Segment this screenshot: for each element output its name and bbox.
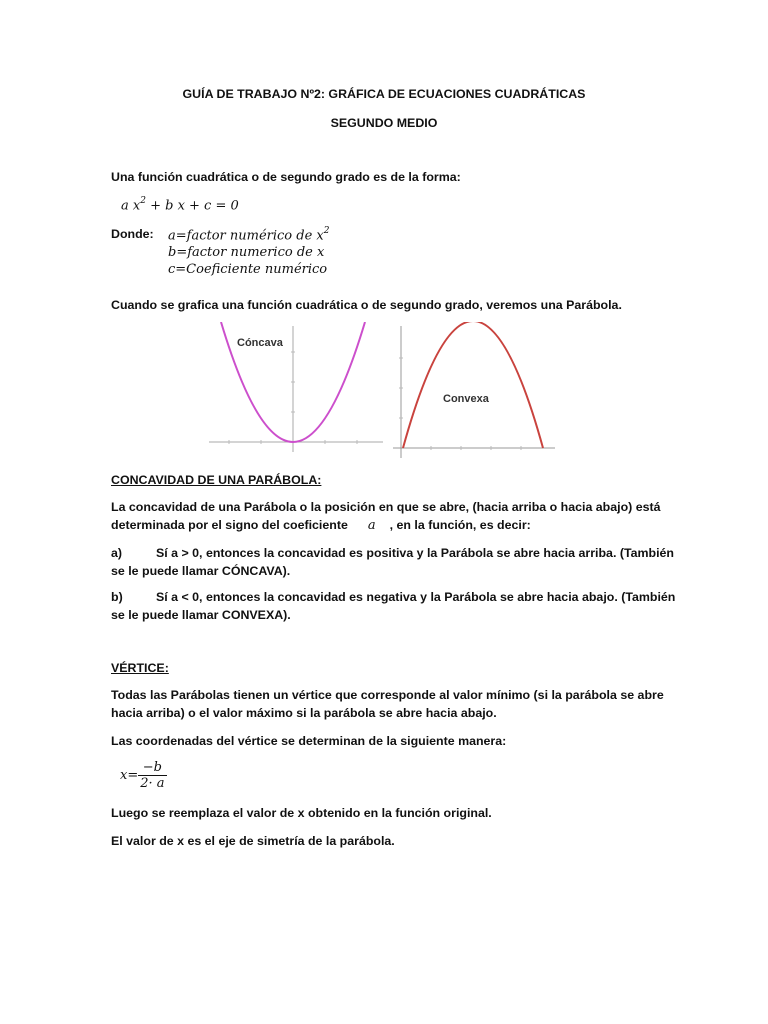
concavity-heading: CONCAVIDAD DE UNA PARÁBOLA:	[111, 473, 322, 487]
definition-a: a=factor numérico de $x^2$	[168, 226, 330, 244]
definition-b: b=factor numerico de x	[168, 245, 325, 260]
convex-parabola-figure	[391, 322, 559, 462]
item-a-line-1: Sí a > 0, entonces la concavidad es positiva y la Parábola se abre hacia arriba. (También	[156, 546, 674, 560]
item-b-marker: b)	[111, 590, 123, 604]
definition-c: c=Coeficiente numérico	[168, 262, 328, 277]
concave-parabola-figure	[207, 322, 385, 458]
graph-intro: Cuando se grafica una función cuadrática o de segundo grado, veremos una Parábola.	[111, 298, 622, 312]
concave-label: Cóncava	[237, 337, 283, 349]
page-subtitle: SEGUNDO MEDIO	[330, 116, 438, 130]
intro-text: Una función cuadrática o de segundo grado es de la forma:	[111, 170, 461, 184]
concavity-line-1: La concavidad de una Parábola o la posición en que se abre, (hacia arriba o hacia abajo) está	[111, 500, 661, 514]
vertex-replace-text: Luego se reemplaza el valor de x obtenido en la función original.	[111, 806, 492, 820]
donde-label: Donde:	[111, 227, 154, 241]
concavity-line-2: determinada por el signo del coeficiente a , en la función, es decir:	[111, 518, 531, 533]
item-a-marker: a)	[111, 546, 123, 560]
vertex-symmetry-text: El valor de x es el eje de simetría de la parábola.	[111, 834, 395, 848]
item-b-line-2: se le puede llamar CONVEXA).	[111, 608, 291, 622]
vertex-coordinates-text: Las coordenadas del vértice se determinan de la siguiente manera:	[111, 734, 507, 748]
vertex-paragraph-line-2: hacia arriba) o el valor máximo si la parábola se abre hacia abajo.	[111, 706, 497, 720]
quadratic-formula: a $x^2 + b$ x + c = 0	[121, 196, 239, 214]
item-b-line-1: Sí a < 0, entonces la concavidad es negativa y la Parábola se abre hacia abajo. (También	[156, 590, 676, 604]
vertex-heading: VÉRTICE:	[111, 661, 169, 675]
vertex-paragraph-line-1: Todas las Parábolas tienen un vértice que corresponde al valor mínimo (si la parábola se abre	[111, 688, 664, 702]
vertex-formula: x= $\frac{-b}{2\cdot a}$	[120, 760, 165, 791]
item-a-line-2: se le puede llamar CÓNCAVA).	[111, 564, 291, 578]
page-title: GUÍA DE TRABAJO Nº2: GRÁFICA DE ECUACIONES CUADRÁTICAS	[182, 87, 586, 101]
convex-label: Convexa	[443, 393, 489, 405]
